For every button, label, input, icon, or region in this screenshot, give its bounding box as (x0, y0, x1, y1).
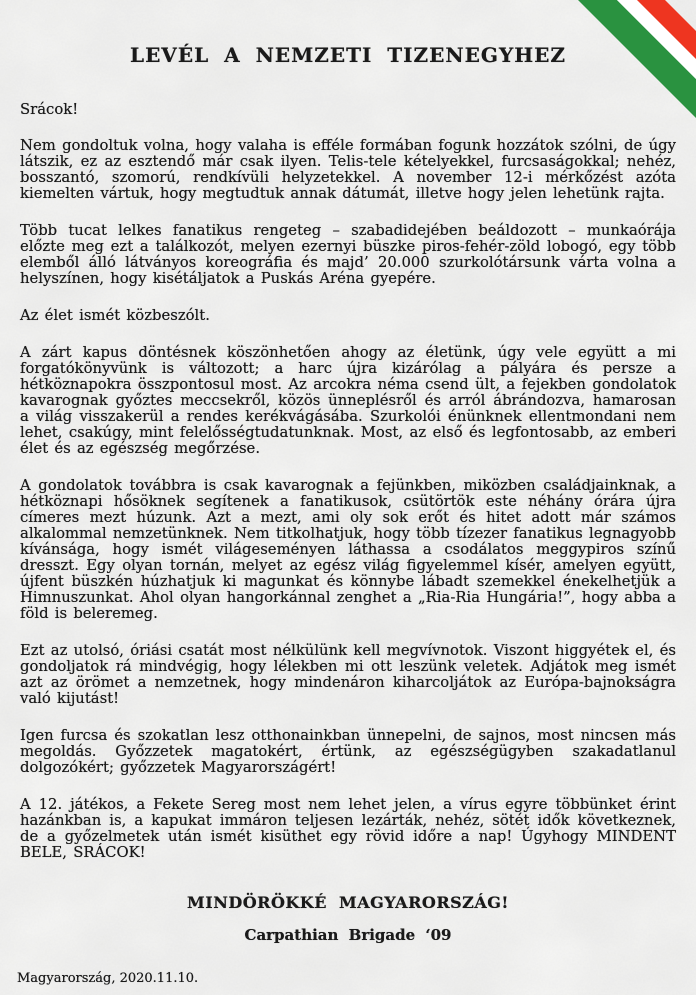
paragraph: A 12. játékos, a Fekete Sereg most nem lehet jelen, a vírus egyre többünket érint hazánkban is, a kapukat immáron teljesen lezárták, nehéz, sötét idők következnek, de a győzelmetek után ismét kisüthet egy rövid időre a nap! Úgyhogy MINDENT BELE, SRÁCOK! (20, 796, 676, 861)
signature-line: Carpathian Brigade ‘09 (244, 926, 452, 944)
paragraph: Több tucat lelkes fanatikus rengeteg – szabadidejében beáldozott – munkaórája előzte meg ezt a találkozót, melyen ezernyi büszke piros-fehér-zöld lobogó, egy több elemből álló látványos koreográfia és majd’ 20.000 szurkolótársunk várta volna a helyszínen, hogy kisétáljatok a Puskás Aréna gyepére. (20, 222, 676, 287)
date-line: Magyarország, 2020.11.10. (17, 971, 199, 986)
page-title: LEVÉL A NEMZETI TIZENEGYHEZ (130, 43, 566, 67)
salutation: Srácok! (20, 101, 79, 118)
paragraph: A gondolatok továbbra is csak kavarognak a fejünkben, miközben családjainknak, a hétköznapi hősöknek segítenek a fanatikusok, csütörtök este néhány órára újra címeres mezt húzunk. Azt a mezt, ami oly sok erőt és hitet adott már számos alkalommal nemzetünknek. Nem titkolhatjuk, hogy több tízezer fanatikus legnagyobb kívánsága, hogy ismét világeseményen láthassa a csodálatos meggypiros színű dresszt. Egy olyan tornán, melyet az egész világ figyelemmel kísér, amelyen együtt, újfent büszkén húzhatjuk ki magunkat és könnybe lábadt szemekkel énekelhetjük a Himnuszunkat. Ahol olyan hangorkánnal zenghet a „Ria-Ria Hungária!”, hogy abba a föld is beleremeg. (20, 477, 676, 622)
paragraph: Ezt az utolsó, óriási csatát most nélkülünk kell megvívnotok. Viszont higgyétek el, és gondoljatok rá mindvégig, hogy lélekben mi ott leszünk veletek. Adjátok meg ismét azt az örömet a nemzetnek, hogy mindenáron kiharcoljátok az Európa-bajnokságra való kijutást! (20, 642, 676, 707)
paragraph: Nem gondoltuk volna, hogy valaha is efféle formában fogunk hozzátok szólni, de úgy látszik, ez az esztendő már csak ilyen. Telis-tele kételyekkel, furcsaságokkal; nehéz, bosszantó, szomorú, rendkívüli helyzetekkel. A november 12-i mérkőzést azóta kiemelten vártuk, hogy megtudtuk annak dátumát, illetve hogy jelen lehetünk rajta. (20, 137, 676, 202)
letter-body (20, 138, 676, 861)
paragraph: Az élet ismét közbeszólt. (20, 307, 210, 324)
paragraph: Igen furcsa és szokatlan lesz otthonainkban ünnepelni, de sajnos, most nincsen más megoldás. Győzzetek magatokért, értünk, az egészségügyben szakadatlanul dolgozókért; győzzetek Magyarországért! (20, 727, 676, 776)
paragraph: A zárt kapus döntésnek köszönhetően ahogy az életünk, úgy vele együtt a mi forgatókönyvünk is változott; a harc újra kizárólag a pályára és persze a hétköznapokra összpontosul most. Az arcokra néma csend ült, a fejekben gondolatok kavarognak győztes meccsekről, közös ünneplésről és arról ábrándozva, hamarosan a világ visszakerül a rendes kerékvágásába. Szurkolói énünknek ellentmondani nem lehet, csakúgy, mint felelősségtudatunknak. Most, az első és legfontosabb, az emberi élet és az egészség megőrzése. (20, 344, 676, 457)
closing-slogan: MINDÖRÖKKÉ MAGYARORSZÁG! (187, 893, 509, 912)
